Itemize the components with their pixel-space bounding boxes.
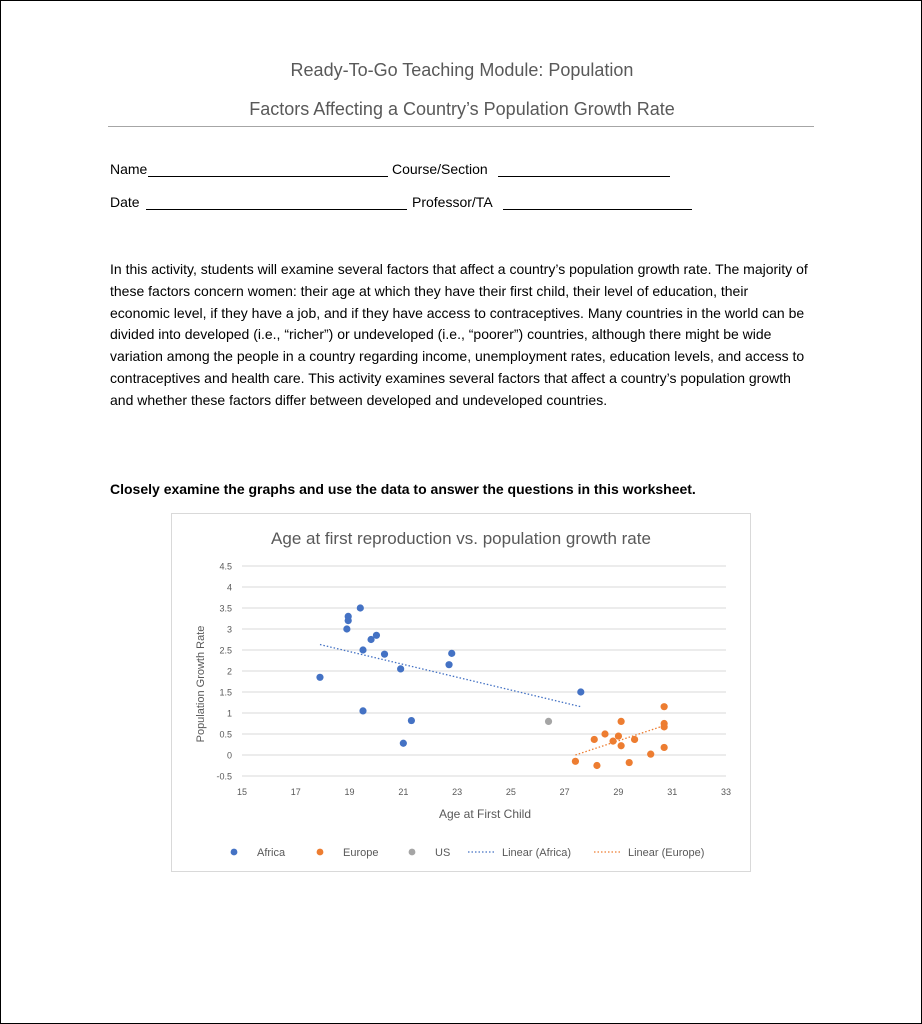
data-point-africa (359, 707, 366, 714)
data-point-africa (445, 661, 452, 668)
data-point-africa (400, 740, 407, 747)
module-subtitle: Factors Affecting a Country’s Population Growth Rate (249, 99, 675, 119)
professor-field-line[interactable] (503, 209, 692, 210)
intro-paragraph: In this activity, students will examine several factors that affect a country’s population growth rate. The majority of these factors concern women: their age at which they have their first child, their level of education, their economic level, if they have a job, and if they have access to contraceptives. Many countries in the world can be divided into developed (i.e., “richer”) or undeveloped (i.e., “poorer”) countries, although there might be wide variation among the people in a country regarding income, unemployment rates, education levels, and access to contraceptives and health care. This activity examines several factors that affect a country’s population growth and whether these factors differ between developed and undeveloped countries. (110, 261, 808, 408)
legend-label: Europe (343, 847, 379, 859)
data-point-europe (618, 742, 625, 749)
data-point-europe (615, 733, 622, 740)
x-tick-label: 31 (667, 787, 678, 797)
data-point-africa (397, 665, 404, 672)
data-point-europe (661, 744, 668, 751)
data-point-europe (661, 703, 668, 710)
x-tick-label: 21 (398, 787, 409, 797)
scatter-chart (171, 513, 751, 872)
data-point-africa (373, 632, 380, 639)
professor-label: Professor/TA (412, 194, 493, 210)
data-point-europe (618, 718, 625, 725)
data-point-africa (316, 674, 323, 681)
x-tick-label: 15 (236, 787, 248, 797)
data-point-africa (359, 646, 366, 653)
date-field-line[interactable] (146, 209, 407, 210)
legend-marker (409, 849, 416, 856)
course-field-line[interactable] (498, 176, 670, 177)
legend-label: Linear (Africa) (502, 847, 572, 859)
y-tick-label: 4.5 (219, 561, 232, 572)
data-point-africa (343, 625, 350, 632)
name-field-line[interactable] (148, 176, 388, 177)
data-point-africa (577, 688, 584, 695)
data-point-europe (593, 762, 600, 769)
y-tick-label: -0.5 (216, 771, 232, 782)
legend-label: Linear (Europe) (628, 847, 705, 859)
x-tick-label: 25 (505, 787, 516, 797)
y-tick-label: 0.5 (219, 729, 232, 740)
y-tick-label: 1 (226, 708, 232, 719)
data-point-europe (631, 736, 638, 743)
y-axis-label: Population Growth Rate (195, 625, 207, 743)
data-point-europe (647, 751, 654, 758)
chart-title: Age at first reproduction vs. population growth rate (271, 529, 651, 548)
data-point-europe (609, 738, 616, 745)
y-tick-label: 3 (226, 624, 232, 635)
data-point-africa (408, 717, 415, 724)
legend-label: Africa (257, 847, 286, 859)
y-tick-label: 1.5 (219, 687, 232, 698)
data-point-us (545, 718, 552, 725)
instruction-text: Closely examine the graphs and use the data to answer the questions in this worksheet. (110, 481, 696, 497)
chart-legend (231, 847, 705, 859)
x-axis-label: Age at First Child (438, 807, 532, 821)
y-tick-labels (216, 562, 232, 782)
x-tick-label: 33 (720, 787, 732, 797)
data-point-europe (572, 758, 579, 765)
y-tick-label: 4 (226, 582, 232, 593)
data-point-europe (626, 759, 633, 766)
x-tick-labels (237, 787, 731, 797)
x-tick-label: 19 (344, 787, 355, 797)
trendline-linear-europe (575, 725, 666, 755)
x-tick-label: 29 (613, 787, 624, 797)
legend-marker (231, 849, 238, 856)
data-point-europe (661, 723, 668, 730)
module-title: Ready-To-Go Teaching Module: Population (290, 60, 634, 80)
data-point-africa (357, 604, 364, 611)
data-point-africa (381, 651, 388, 658)
header-divider (108, 126, 814, 127)
legend-label: US (435, 847, 451, 859)
data-point-africa (345, 613, 352, 620)
y-tick-label: 2.5 (219, 645, 232, 656)
chart-svg (172, 514, 750, 871)
y-tick-label: 2 (226, 666, 232, 677)
x-tick-label: 23 (452, 787, 463, 797)
data-point-europe (591, 736, 598, 743)
data-point-europe (601, 730, 608, 737)
x-tick-label: 17 (290, 787, 301, 797)
course-label: Course/Section (392, 161, 488, 177)
legend-marker (317, 849, 324, 856)
x-tick-label: 27 (559, 787, 570, 797)
data-point-africa (448, 650, 455, 657)
y-tick-label: 0 (226, 750, 232, 761)
name-label: Name (110, 161, 148, 177)
date-label: Date (110, 194, 140, 210)
gridlines (242, 566, 726, 776)
y-tick-label: 3.5 (219, 603, 232, 614)
